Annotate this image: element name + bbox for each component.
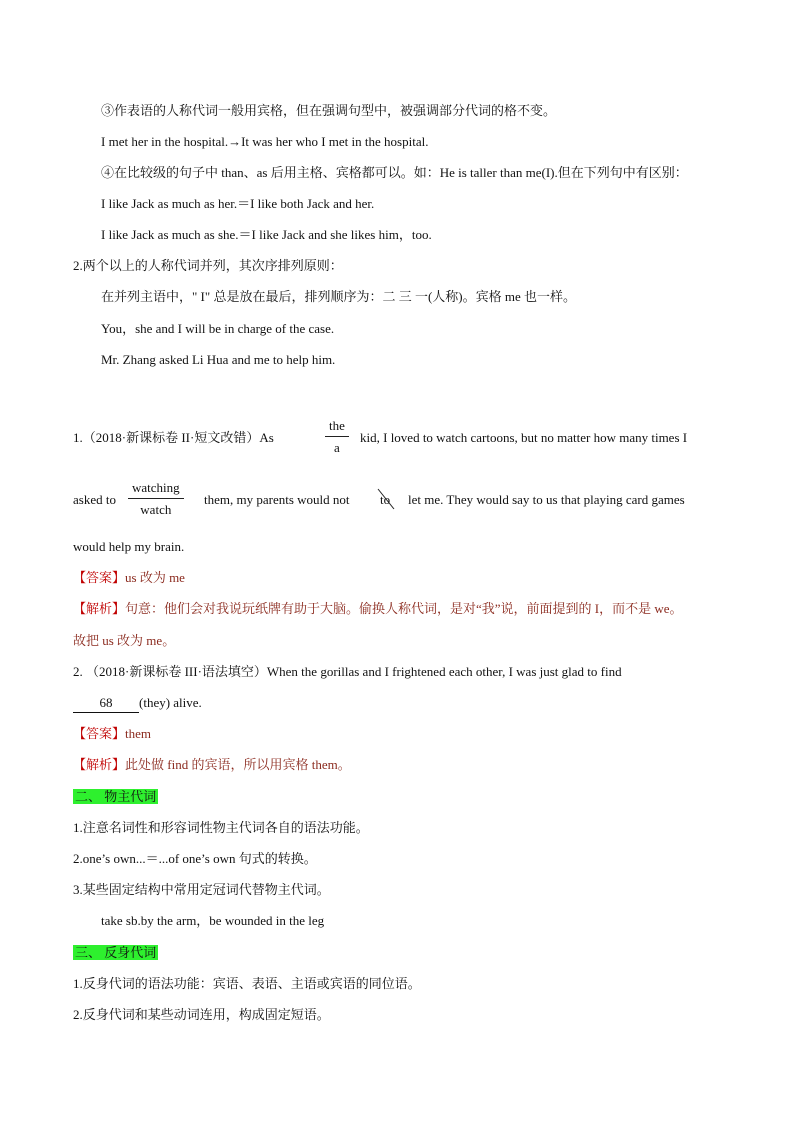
q2-analysis [73,756,351,774]
q2-prefix: 2. （2018·新课标卷 III·语法填空）When the gorillas and I frightened each other, I was just glad to find [73,664,622,679]
possessive-item-2: 2.one’s own...＝...of one’s own 句式的转换。 [73,851,317,866]
q1-answer-label: 【答案】 [73,570,126,585]
q1-correction-1 [325,418,349,456]
q2-answer-text: them [125,726,152,741]
q1-analysis [73,600,683,618]
reflexive-item-2: 2.反身代词和某些动词连用，构成固定短语。 [73,1007,330,1022]
q1-prefix: 1.（2018·新课标卷 II·短文改错）As [73,430,274,445]
delete-mark-icon [376,487,398,513]
q1-line2-end: let me. They would say to us that playing card games [408,492,685,507]
reflexive-item-1: 1.反身代词的语法功能：宾语、表语、主语或宾语的同位语。 [73,976,421,991]
section-reflexive-title: 三、 反身代词 [75,945,157,960]
q1-correction-2-old: watch [140,502,172,517]
q1-line1-rest: kid, I loved to watch cartoons, but no matter how many times I [360,430,688,445]
rule-3-example: I met her in the hospital.→It was her who I met in the hospital. [101,134,429,149]
rule-4: ④在比较级的句子中 than、as 后用主格、宾格都可以。如：He is taller than me(I).但在下列句中有区别： [101,165,688,180]
q1-analysis-label: 【解析】 [73,601,126,616]
q1-analysis-cont: 故把 us 改为 me。 [73,633,176,648]
q1-correction-1-old: a [334,440,340,455]
q2-answer [73,725,151,743]
q2-blank: 68 [73,694,139,713]
q1-correction-2 [128,480,184,518]
q2-answer-label: 【答案】 [73,726,126,741]
q2-hint: (they) alive. [139,695,202,710]
possessive-item-3: 3.某些固定结构中常用定冠词代替物主代词。 [73,882,330,897]
order-rule-text: 在并列主语中，" I" 总是放在最后，排列顺序为：二 三 一(人称)。宾格 me 也一样。 [101,289,576,304]
order-rule-heading: 2.两个以上的人称代词并列，其次序排列原则： [73,258,343,273]
q1-line2-start: asked to [73,492,116,507]
order-rule-example-2: Mr. Zhang asked Li Hua and me to help him. [101,352,336,367]
q1-answer-text: us 改为 me [125,570,185,585]
possessive-item-1: 1.注意名词性和形容词性物主代词各自的语法功能。 [73,820,369,835]
rule-4-example-2: I like Jack as much as she.＝I like Jack and she likes him，too. [101,227,432,242]
rule-4-example-1: I like Jack as much as her.＝I like both Jack and her. [101,196,375,211]
q2-analysis-label: 【解析】 [73,757,126,772]
section-possessive-heading [73,788,158,806]
q1-line2-mid: them, my parents would not [204,492,350,507]
q2-line2 [73,694,202,713]
q1-analysis-text: 句意：他们会对我说玩纸牌有助于大脑。偷换人称代词，是对“我”说，前面提到的 I，而不是 we。 [125,601,683,616]
possessive-item-3-example: take sb.by the arm，be wounded in the leg [101,913,325,928]
q1-deleted-word [380,491,390,509]
q1-correction-1-new: the [325,418,349,437]
q1-line3: would help my brain. [73,539,185,554]
q1-answer [73,569,185,587]
rule-3: ③作表语的人称代词一般用宾格，但在强调句型中，被强调部分代词的格不变。 [101,103,557,118]
q1-deleted-word-text: to [380,492,391,507]
q1-correction-2-new: watching [128,480,184,499]
q2-analysis-text: 此处做 find 的宾语，所以用宾格 them。 [125,757,351,772]
section-reflexive-heading [73,944,158,962]
section-possessive-title: 二、 物主代词 [75,789,157,804]
order-rule-example-1: You，she and I will be in charge of the case. [101,321,335,336]
